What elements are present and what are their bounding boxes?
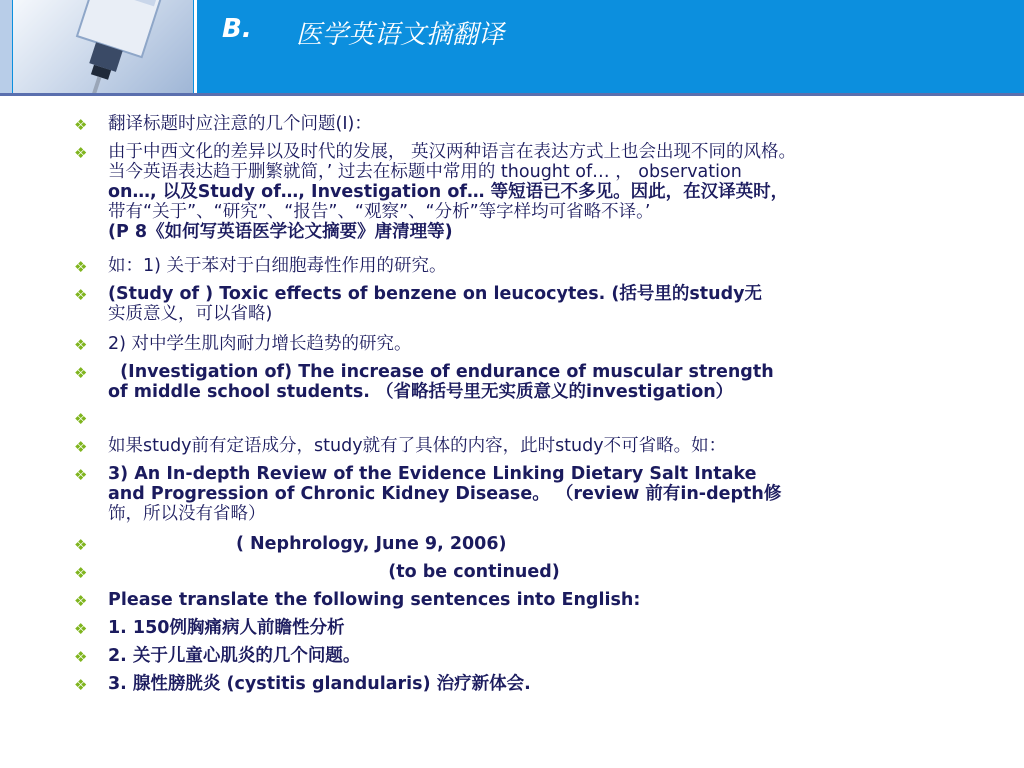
- bullet-icon: ❖: [74, 286, 88, 304]
- syringe-image: [13, 0, 193, 93]
- text-line: 1. 150例胸痛病人前瞻性分析: [108, 618, 345, 638]
- text-line: 如果study前有定语成分，study就有了具体的内容，此时study不可省略。如：: [108, 436, 727, 456]
- header-accent-strip: [0, 0, 12, 93]
- text-line: ( Nephrology, June 9, 2006): [108, 534, 507, 554]
- text-line: Please translate the following sentences into English:: [108, 590, 641, 610]
- slide-title-prefix: B.: [222, 14, 252, 44]
- bullet-icon: ❖: [74, 536, 88, 554]
- text-line: 饰，所以没有省略）: [108, 504, 266, 524]
- text-line: 实质意义，可以省略): [108, 304, 273, 324]
- header-divider: [194, 0, 197, 93]
- header-bottom-line: [0, 93, 1024, 96]
- text-line: 2. 关于儿童心肌炎的几个问题。: [108, 646, 361, 666]
- bullet-icon: ❖: [74, 592, 88, 610]
- bullet-icon: ❖: [74, 620, 88, 638]
- text-line: 3. 腺性膀胱炎 (cystitis glandularis) 治疗新体会.: [108, 674, 531, 694]
- text-line: (P 8《如何写英语医学论文摘要》唐清理等): [108, 222, 453, 242]
- bullet-icon: ❖: [74, 336, 88, 354]
- text-line: 当今英语表达趋于删繁就简，’ 过去在标题中常用的 thought of… ， observation: [108, 162, 742, 182]
- text-line: of middle school students. （省略括号里无实质意义的investigation）: [108, 382, 734, 402]
- text-line: 3) An In-depth Review of the Evidence Linking Dietary Salt Intake: [108, 464, 757, 484]
- text-line: 2) 对中学生肌肉耐力增长趋势的研究。: [108, 334, 412, 354]
- bullet-icon: ❖: [74, 466, 88, 484]
- text-line: 翻译标题时应注意的几个问题(I)：: [108, 114, 372, 134]
- text-line: 如：1) 关于苯对于白细胞毒性作用的研究。: [108, 256, 447, 276]
- text-line: (Study of ) Toxic effects of benzene on leucocytes. (括号里的study无: [108, 284, 763, 304]
- text-line: and Progression of Chronic Kidney Disease。 （review 前有in-depth修: [108, 484, 782, 504]
- text-line: 由于中西文化的差异以及时代的发展， 英汉两种语言在表达方式上也会出现不同的风格。: [108, 142, 797, 162]
- bullet-icon: ❖: [74, 676, 88, 694]
- syringe-icon: [13, 0, 193, 93]
- bullet-icon: ❖: [74, 648, 88, 666]
- text-line: (to be continued): [108, 562, 560, 582]
- bullet-icon: ❖: [74, 116, 88, 134]
- text-line: (Investigation of) The increase of endurance of muscular strength: [108, 362, 774, 382]
- bullet-icon: ❖: [74, 364, 88, 382]
- slide-title: 医学英语文摘翻译: [296, 20, 505, 50]
- bullet-icon: ❖: [74, 564, 88, 582]
- bullet-icon: ❖: [74, 410, 88, 428]
- bullet-icon: ❖: [74, 438, 88, 456]
- text-line: on…, 以及Study of…, Investigation of… 等短语已不多见。因此，在汉译英时，: [108, 182, 789, 202]
- bullet-icon: ❖: [74, 258, 88, 276]
- text-line: 带有“关于”、“研究”、“报告”、“观察”、“分析”等字样均可省略不译。’: [108, 202, 651, 222]
- bullet-icon: ❖: [74, 144, 88, 162]
